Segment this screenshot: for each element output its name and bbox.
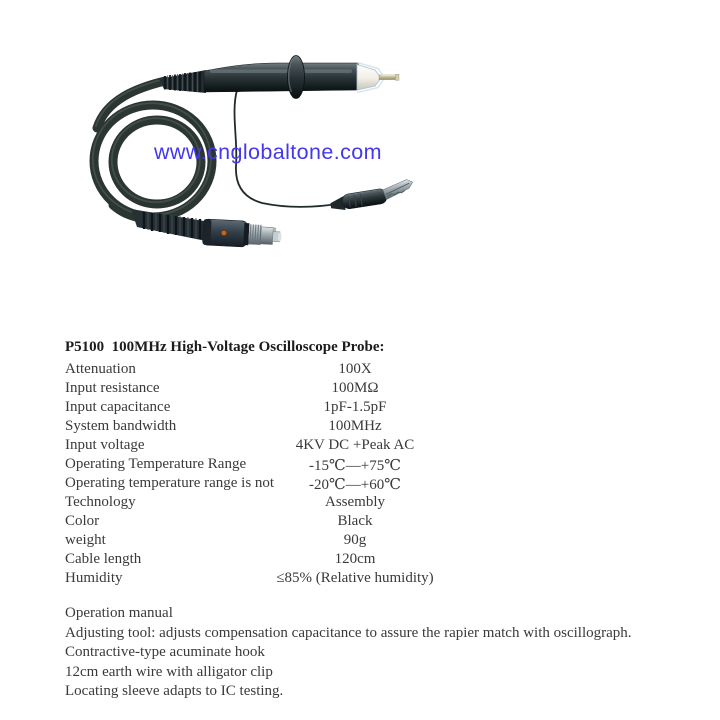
spec-row — [65, 513, 685, 532]
spec-value: 90g — [343, 532, 367, 548]
spec-value: -20℃—+60℃ — [308, 477, 401, 493]
watermark-text: www.cnglobaltone.com — [154, 140, 382, 164]
spec-value: 100X — [338, 361, 372, 377]
probe-tip — [357, 63, 399, 93]
spec-row — [65, 437, 685, 456]
feature-line: Adjusting tool: adjusts compensation capacitance to assure the rapier match with oscillograph. — [65, 624, 632, 641]
spec-value: 120cm — [334, 551, 376, 567]
probe-body — [204, 63, 360, 92]
bnc-connector-icon — [202, 219, 282, 249]
spec-value: 100MΩ — [331, 380, 379, 396]
feature-notes — [65, 604, 705, 702]
spec-row — [65, 418, 685, 437]
feature-line: 12cm earth wire with alligator clip — [65, 663, 273, 680]
spec-value: ≤85% (Relative humidity) — [276, 570, 434, 586]
spec-label: Input capacitance — [65, 399, 171, 415]
spec-label: Technology — [65, 494, 136, 510]
spec-row — [65, 380, 685, 399]
spec-value: 4KV DC +Peak AC — [295, 437, 415, 453]
spec-label: Attenuation — [65, 361, 136, 377]
spec-label: Input resistance — [65, 380, 160, 396]
spec-value: -15℃—+75℃ — [308, 458, 401, 474]
alligator-clip-icon — [329, 179, 416, 212]
spec-row — [65, 532, 685, 551]
spec-label: Color — [65, 513, 100, 529]
spec-row — [65, 399, 685, 418]
probe-strain-relief-icon — [159, 70, 206, 93]
spec-label: weight — [65, 532, 106, 548]
spec-value: 1pF-1.5pF — [323, 399, 387, 415]
spec-label: Humidity — [65, 570, 123, 586]
spec-row — [65, 361, 685, 380]
spec-label: Cable length — [65, 551, 142, 567]
spec-value: Assembly — [325, 494, 385, 510]
feature-line: Operation manual — [65, 605, 173, 621]
bnc-index-dot — [221, 230, 226, 235]
spec-label: System bandwidth — [65, 418, 177, 434]
spec-label: Operating Temperature Range — [65, 456, 247, 472]
spec-row — [65, 475, 685, 494]
spec-value: Black — [337, 513, 373, 529]
spec-row — [65, 494, 685, 513]
spec-value: 100MHz — [328, 418, 382, 434]
feature-line: Locating sleeve adapts to IC testing. — [65, 683, 284, 699]
probe-flange — [288, 56, 305, 99]
product-photo — [0, 0, 720, 310]
spec-label: Input voltage — [65, 437, 145, 453]
spec-row — [65, 570, 685, 589]
spec-row — [65, 456, 685, 475]
spec-label: Operating temperature range is not — [65, 475, 275, 491]
feature-line: Contractive-type acuminate hook — [65, 644, 265, 660]
product-title: P5100 100MHz High-Voltage Oscilloscope Probe: — [65, 339, 385, 355]
spec-row — [65, 551, 685, 570]
spec-sheet — [65, 338, 685, 589]
